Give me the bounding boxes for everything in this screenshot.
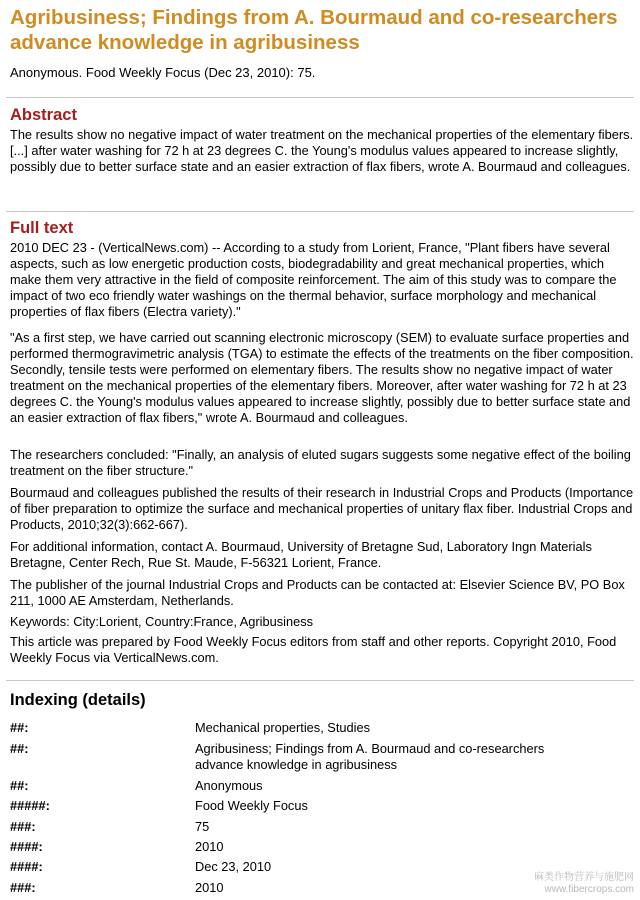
indexing-key: ###: — [10, 880, 36, 895]
full-text-paragraph: Bourmaud and colleagues published the results of their research in Industrial Crops and Products (Importance of fiber preparation to optimize the surface and mechanical properties of unitary flax fiber. Industrial Crops and Products, 2010;32(3):662-667). — [10, 485, 634, 532]
full-text-paragraph: 2010 DEC 23 - (VerticalNews.com) -- According to a study from Lorient, France, "Plant fibers have several aspects, such as low energetic production costs, biodegradability and great mechanical properties, which make them very attractive in the field of composite reinforcement. The aim of this study was to compare the impact of two eco friendly water washings on the thermal behavior, surface morphology and mechanical properties of flax fibers (Electra variety)." — [10, 240, 617, 319]
full-text-paragraph: The researchers concluded: "Finally, an analysis of eluted sugars suggests some negative effect of the boiling treatment on the fiber structure." — [10, 447, 631, 478]
indexing-value: Anonymous — [195, 778, 263, 793]
full-text-paragraph: This article was prepared by Food Weekly Focus editors from staff and other reports. Copyright 2010, Food Weekly Focus via VerticalNews.com. — [10, 634, 617, 665]
indexing-key: ##: — [10, 741, 29, 756]
full-text-paragraph: For additional information, contact A. Bourmaud, University of Bretagne Sud, Laboratory Ingn Materials Bretagne, Center Rech, Rue St. Maude, F-56321 Lorient, France. — [10, 539, 592, 570]
indexing-value: 2010 — [195, 839, 224, 854]
indexing-key: #####: — [10, 798, 50, 813]
indexing-key: ####: — [10, 859, 43, 874]
abstract-heading: Abstract — [10, 106, 77, 124]
full-text-keywords: Keywords: City:Lorient, Country:France, Agribusiness — [10, 614, 313, 629]
watermark-line: www.fibercrops.com — [544, 884, 634, 895]
divider — [6, 97, 634, 98]
indexing-key: ####: — [10, 839, 43, 854]
indexing-value: Mechanical properties, Studies — [195, 720, 370, 735]
article-title: Agribusiness; Findings from A. Bourmaud and co-researchers advance knowledge in agribusiness — [10, 6, 618, 54]
indexing-value: Dec 23, 2010 — [195, 859, 272, 874]
indexing-value: 75 — [195, 819, 210, 834]
full-text-paragraph: The publisher of the journal Industrial Crops and Products can be contacted at: Elsevier Science BV, PO Box 211, 1000 AE Amsterdam, Netherlands. — [10, 577, 625, 608]
watermark-line: 麻类作物营养与施肥网 — [534, 872, 634, 883]
site-watermark — [534, 872, 634, 896]
indexing-heading: Indexing (details) — [10, 691, 146, 709]
article-citation: Anonymous. Food Weekly Focus (Dec 23, 2010): 75. — [10, 65, 316, 80]
divider — [6, 211, 634, 212]
indexing-key: ###: — [10, 819, 36, 834]
indexing-key: ##: — [10, 720, 29, 735]
indexing-value: Agribusiness; Findings from A. Bourmaud and co-researchers advance knowledge in agribusiness — [195, 741, 545, 772]
full-text-paragraph: "As a first step, we have carried out scanning electronic microscopy (SEM) to evaluate surface properties and performed thermogravimetric analysis (TGA) to estimate the effects of the treatments on the fiber composition. Secondly, tensile tests were performed on elementary fibers. The results show no negative impact of water treatment on the mechanical properties of the elementary fibers. Moreover, after water washing for 72 h at 23 degrees C. the Young's modulus values appeared to increase slightly, possibly due to better surface state and an easier extraction of flax fibers," wrote A. Bourmaud and colleagues. — [10, 330, 634, 425]
full-text-heading: Full text — [10, 219, 74, 237]
divider — [6, 680, 634, 681]
abstract-text: The results show no negative impact of water treatment on the mechanical properties of the elementary fibers. [...] after water washing for 72 h at 23 degrees C. the Young's modulus values appeared to increase slightly, possibly due to better surface state and an easier extraction of flax fibers, wrote A. Bourmaud and colleagues. — [10, 127, 634, 174]
indexing-value: Food Weekly Focus — [195, 798, 308, 813]
indexing-key: ##: — [10, 778, 29, 793]
indexing-value: 2010 — [195, 880, 224, 895]
